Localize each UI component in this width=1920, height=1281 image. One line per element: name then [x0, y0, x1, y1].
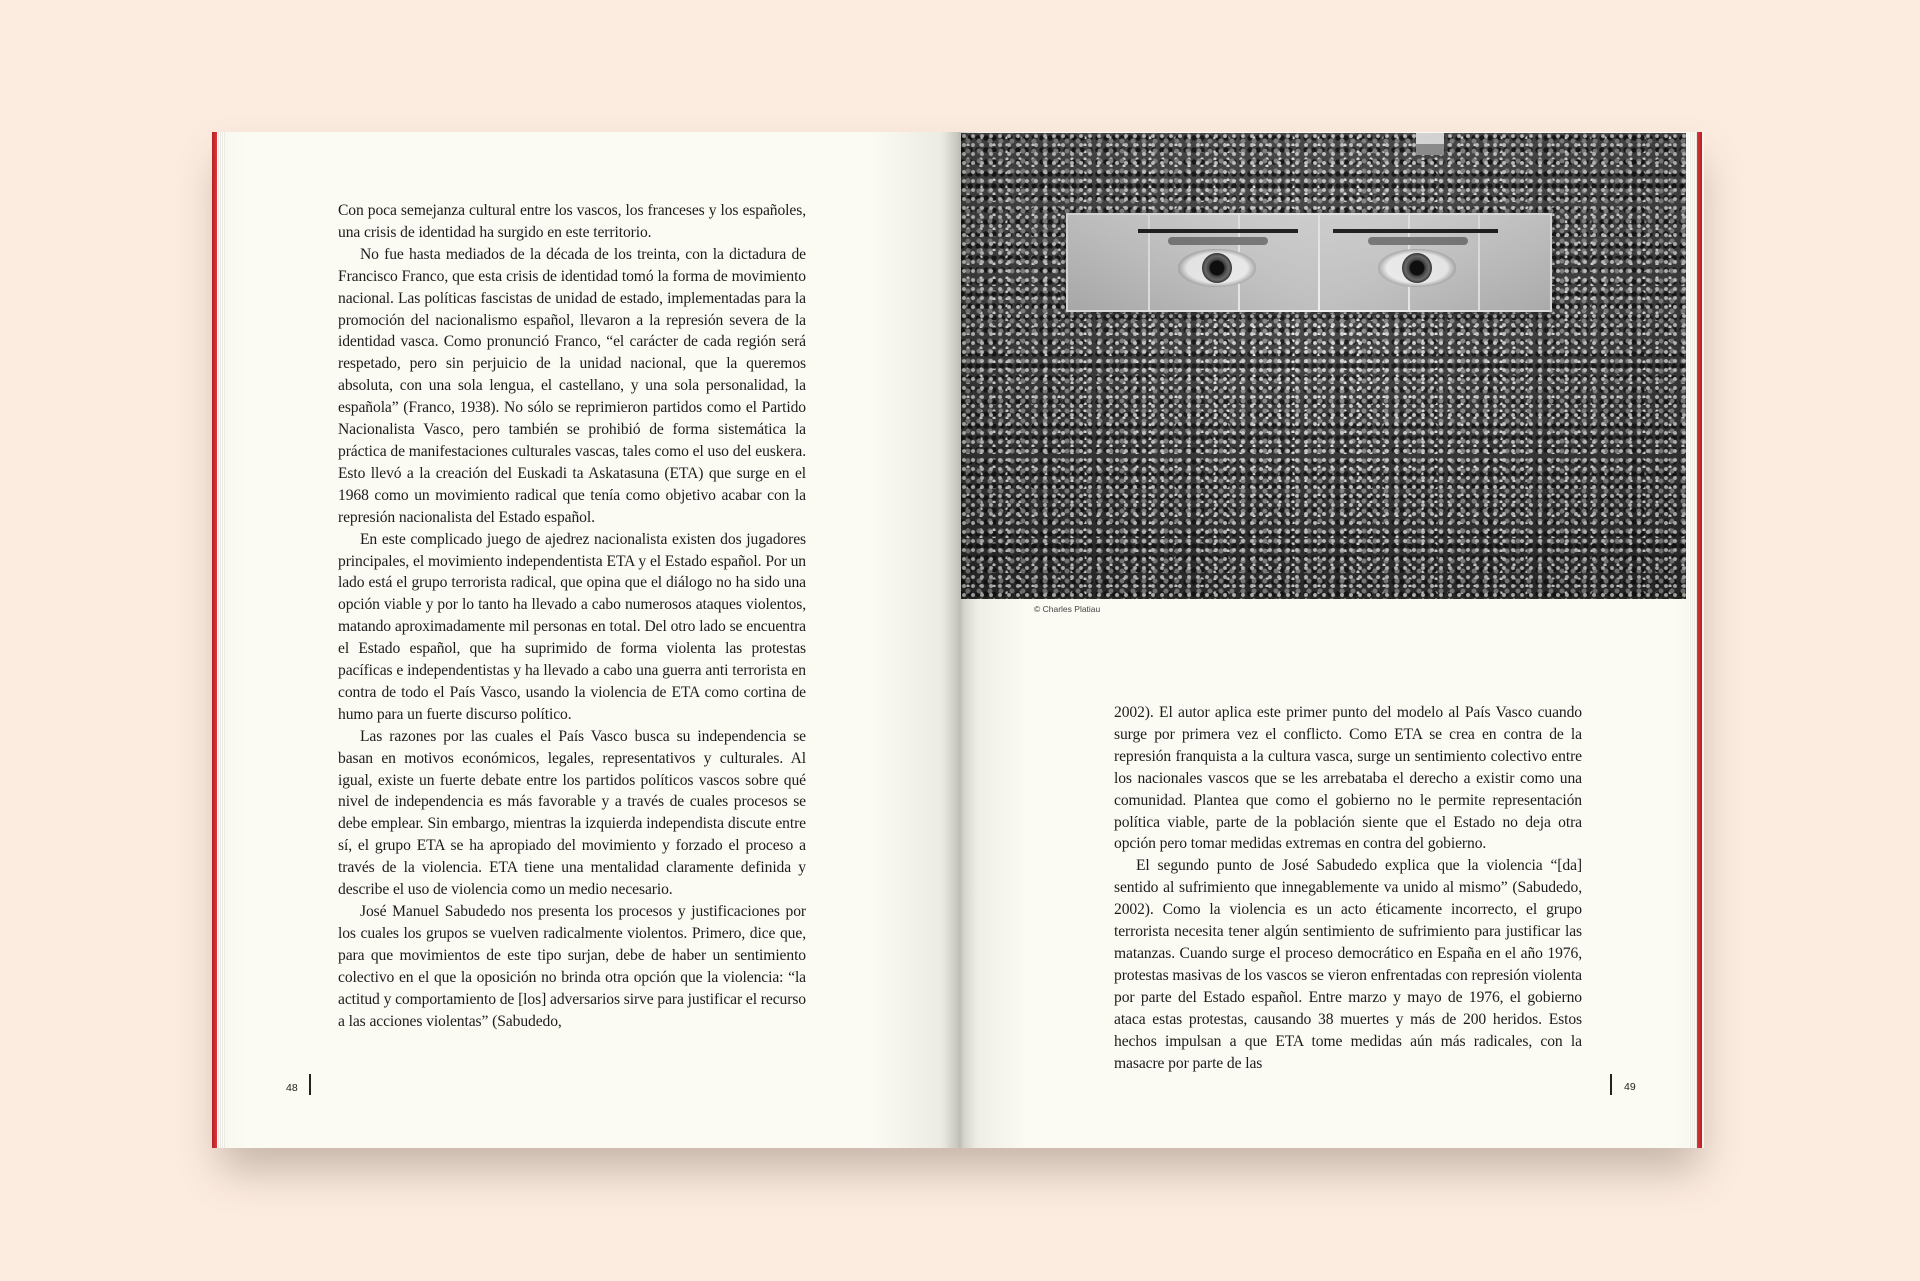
- page-number-right: 49: [1624, 1081, 1636, 1093]
- paragraph: Con poca semejanza cultural entre los vascos, los franceses y los españoles, una crisis de identidad ha surgido en este territorio.: [338, 202, 806, 241]
- right-page-body: [1114, 702, 1582, 1074]
- left-page: [216, 132, 960, 1148]
- folio-rule-left: [309, 1074, 311, 1095]
- photo-vignette: [961, 133, 1686, 599]
- page-stack-right: [1689, 132, 1697, 1148]
- page-number-left: 48: [286, 1082, 298, 1094]
- paragraph: 2002). El autor aplica este primer punto del modelo al País Vasco cuando surge por primera vez el conflicto. Como ETA se crea en contra de la represión franquista a la cultura vasca, surge un sentimiento colectivo entre los nacionales vascos que se les arrebataba el derecho a existir como una comunidad. Plantea que como el gobierno no le permite representación política viable, parte de la población siente que el Estado no deja otra opción pero tomar medidas extremas en contra del gobierno.: [1114, 704, 1582, 853]
- paragraph: No fue hasta mediados de la década de los treinta, con la dictadura de Francisco Franco, que esta crisis de identidad tomó la forma de movimiento nacional. Las políticas fascistas de unidad de estado, implementadas para la promoción del nacionalismo español, llevaron a la represión severa de la identidad vasca. Como pronunció Franco, “el carácter de cada región será respetado, pero sin perjuicio de la unidad nacional, que la queremos absoluta, con una sola lengua, el castellano, y una sola personalidad, la española” (Franco, 1938). No sólo se reprimieron partidos como el Partido Nacionalista Vasco, pero también se prohibió de forma sistemática la práctica de manifestaciones culturales vascas, tales como el uso del euskera. Esto llevó a la creación del Euskadi ta Askatasuna (ETA) que surge en el 1968 como un movimiento radical que tenía como objetivo acabar con la represión nacionalista del Estado español.: [338, 245, 806, 526]
- page-edge-red-right: [1697, 132, 1702, 1148]
- paragraph: En este complicado juego de ajedrez nacionalista existen dos jugadores principales, el movimiento independentista ETA y el Estado español. Por un lado está el grupo terrorista radical, que opina que el diálogo no ha sido una opción viable y por lo tanto ha llevado a cabo numerosos ataques violentos, matando aproximadamente mil personas en total. Del otro lado se encuentra el Estado español, que ha suprimido de forma violenta las protestas pacíficas e independentistas y ha llevado a cabo una guerra anti terrorista en contra de todo el País Vasco, usando la violencia de ETA como cortina de humo para un fuerte discurso político.: [338, 530, 806, 723]
- paragraph: El segundo punto de José Sabudedo explica que la violencia “[da] sentido al sufrimiento que innegablemente va unido al mismo” (Sabudedo, 2002). Como la violencia es un acto éticamente incorrecto, el grupo terrorista necesita tener algún sentimiento de sufrimiento para justificar las matanzas. Cuando surge el proceso democrático en España en el año 1976, protestas masivas de los vascos se vieron enfrentadas con represión violenta por parte del Estado español. Entre marzo y mayo de 1976, el gobierno ataca estas protestas, causando 38 muertes y más de 200 heridos. Estos hechos impulsan a que ETA tome medidas aún más radicales, con la masacre por parte de las: [1114, 857, 1582, 1072]
- crowd-photo: [961, 133, 1686, 599]
- page-stack-left: [217, 132, 225, 1148]
- photo-credit: © Charles Platiau: [1034, 604, 1101, 614]
- folio-rule-right: [1610, 1074, 1612, 1095]
- left-page-body: [338, 200, 806, 1032]
- paragraph: Las razones por las cuales el País Vasco busca su independencia se basan en motivos económicos, legales, representativos y culturales. Al igual, existe un fuerte debate entre los partidos políticos vascos sobre qué nivel de independencia es más favorable y a través de cuales procesos se debe emplear. Sin embargo, mientras la izquierda independista discute entre sí, el grupo ETA se ha apropiado del movimiento y forzado el proceso a través de la violencia. ETA tiene una mentalidad claramente definida y describe el uso de violencia como un medio necesario.: [338, 727, 806, 899]
- paragraph: José Manuel Sabudedo nos presenta los procesos y justificaciones por los cuales los grupos se vuelven radicalmente violentos. Primero, dice que, para que movimientos de este tipo surjan, debe de haber un sentimiento colectivo en el que la oposición no brinda otra opción que la violencia: “la actitud y comportamiento de [los] adversarios sirve para justificar el recurso a las acciones violentas” (Sabudedo,: [338, 903, 806, 1030]
- right-page: [960, 132, 1704, 1148]
